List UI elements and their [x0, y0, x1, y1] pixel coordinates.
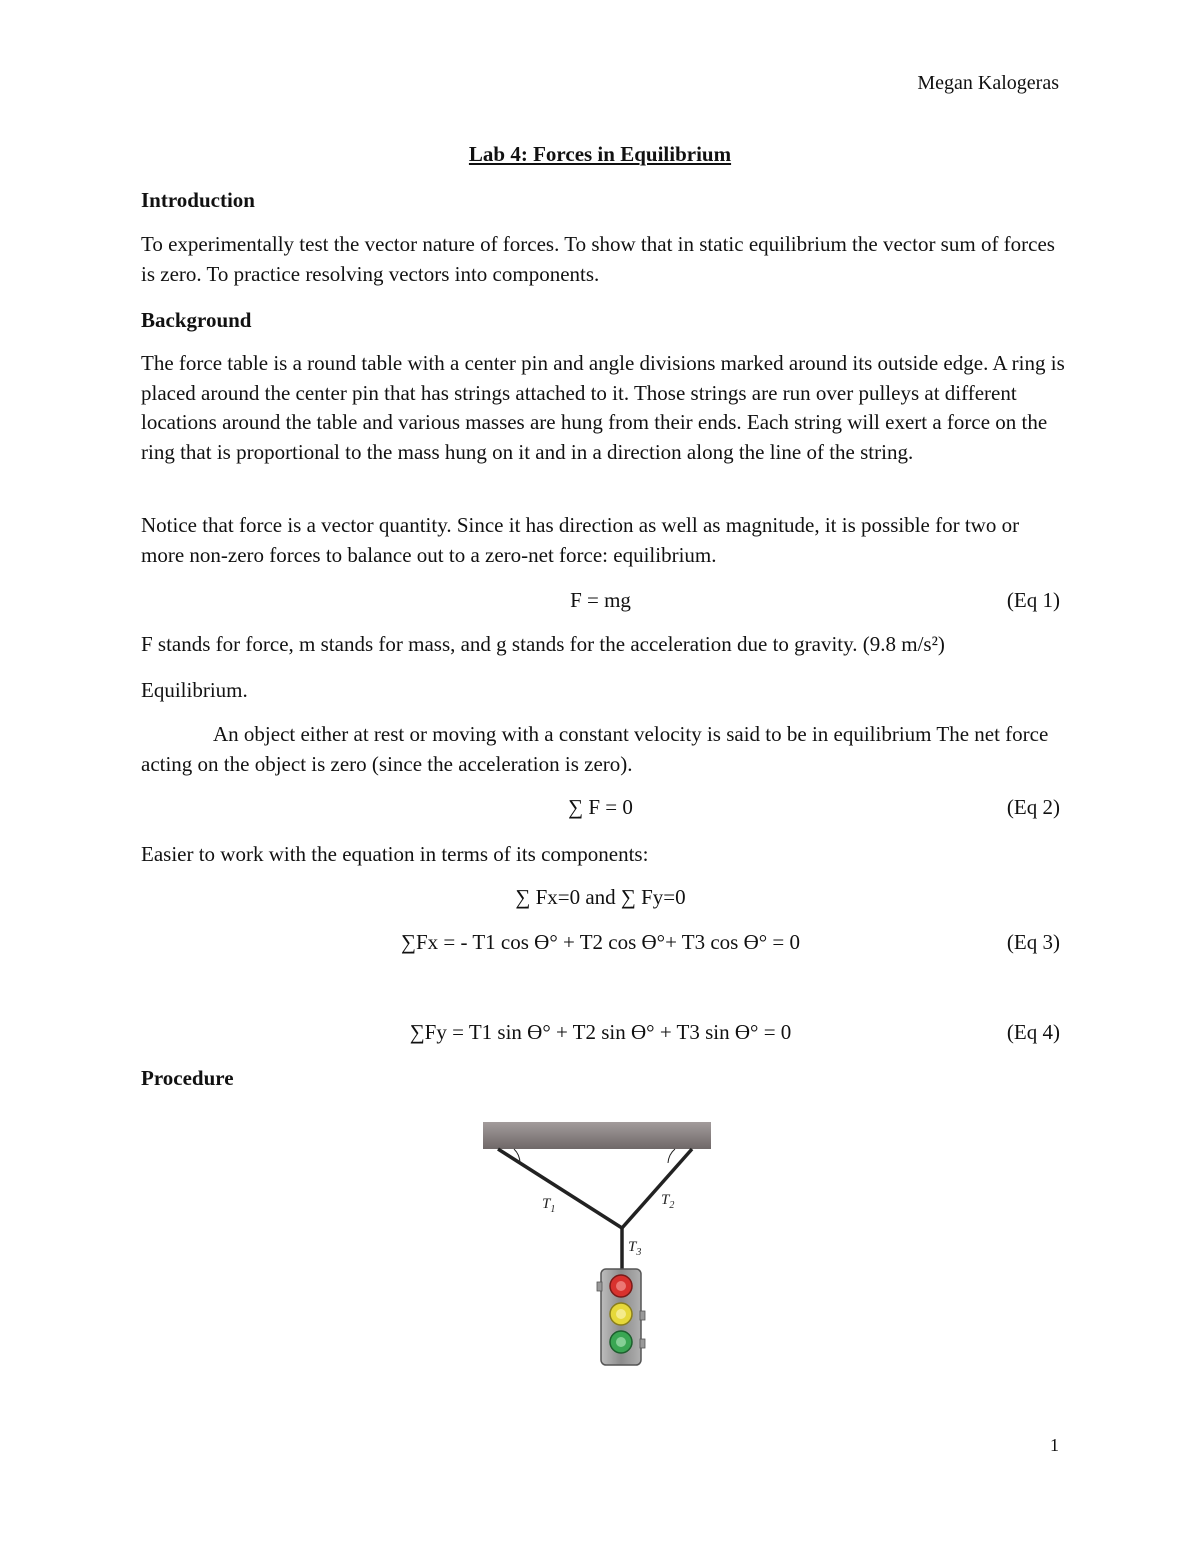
equation-3	[141, 930, 1060, 960]
equation-4-body: ∑Fy = T1 sin Ɵ° + T2 sin Ɵ° + T3 sin Ɵ° = 0	[409, 1020, 792, 1044]
rope-t1	[498, 1149, 622, 1228]
heading-introduction: Introduction	[141, 188, 255, 212]
traffic-light-figure	[480, 1118, 714, 1372]
label-t2	[661, 1192, 674, 1211]
label-t3	[628, 1239, 641, 1258]
label-t2-sub: 2	[669, 1200, 675, 1211]
background-paragraph-2: Notice that force is a vector quantity. Since it has direction as well as magnitude, it is possible for two or more non-zero forces to balance out to a zero-net force: equilibrium.	[141, 513, 1020, 567]
page-title: Lab 4: Forces in Equilibrium	[468, 142, 732, 166]
label-t2-letter: T	[661, 1192, 670, 1208]
equation-1	[141, 588, 1060, 618]
equation-2-body: ∑ F = 0	[568, 795, 633, 819]
yellow-lamp-glare	[616, 1309, 626, 1319]
page-number: 1	[1050, 1435, 1059, 1455]
traffic-light-diagram	[480, 1118, 714, 1372]
heading-background: Background	[141, 308, 252, 332]
equilibrium-paragraph: An object either at rest or moving with a constant velocity is said to be in equilibrium The net force acting on the object is zero (since the acceleration is zero).	[141, 722, 1049, 776]
author-name: Megan Kalogeras	[917, 72, 1059, 94]
components-equation-body: ∑ Fx=0 and ∑ Fy=0	[515, 885, 686, 909]
components-intro: Easier to work with the equation in terms of its components:	[141, 842, 649, 866]
traffic-light-bracket-mid	[640, 1311, 645, 1320]
green-lamp-glare	[616, 1337, 626, 1347]
label-t1-letter: T	[542, 1196, 551, 1212]
label-t1	[542, 1196, 555, 1215]
equation-1-note: F stands for force, m stands for mass, and g stands for the acceleration due to gravity. (9.8 m/s²)	[141, 632, 945, 656]
equilibrium-label: Equilibrium.	[141, 678, 248, 702]
equation-1-body: F = mg	[570, 588, 631, 612]
introduction-text: To experimentally test the vector nature of forces. To show that in static equilibrium the vector sum of forces is zero. To practice resolving vectors into components.	[141, 232, 1055, 286]
equation-1-number: (Eq 1)	[1006, 588, 1060, 612]
traffic-light-bracket-bottom	[640, 1339, 645, 1348]
equation-3-body: ∑Fx = - T1 cos Ɵ° + T2 cos Ɵ°+ T3 cos Ɵ° = 0	[400, 930, 801, 954]
heading-procedure: Procedure	[141, 1066, 234, 1090]
ceiling-bar	[483, 1122, 711, 1149]
equation-2-number: (Eq 2)	[1006, 795, 1060, 819]
angle-arc-right	[668, 1149, 675, 1163]
components-equation	[141, 885, 1060, 915]
traffic-light-bracket-top	[597, 1282, 602, 1291]
red-lamp-glare	[616, 1281, 626, 1291]
label-t1-sub: 1	[550, 1204, 556, 1215]
equation-4	[141, 1020, 1060, 1050]
equation-4-number: (Eq 4)	[1006, 1020, 1060, 1044]
equation-2	[141, 795, 1060, 825]
label-t3-letter: T	[628, 1239, 637, 1255]
equation-3-number: (Eq 3)	[1006, 930, 1060, 954]
background-paragraph-1: The force table is a round table with a center pin and angle divisions marked around its outside edge. A ring is placed around the center pin that has strings attached to it. Those strings are run over pulleys at different locations around the table and various masses are hung from their ends. Each string will exert a force on the ring that is proportional to the mass hung on it and in a direction along the line of the string.	[141, 351, 1065, 464]
label-t3-sub: 3	[636, 1247, 642, 1258]
rope-t2	[622, 1149, 692, 1228]
